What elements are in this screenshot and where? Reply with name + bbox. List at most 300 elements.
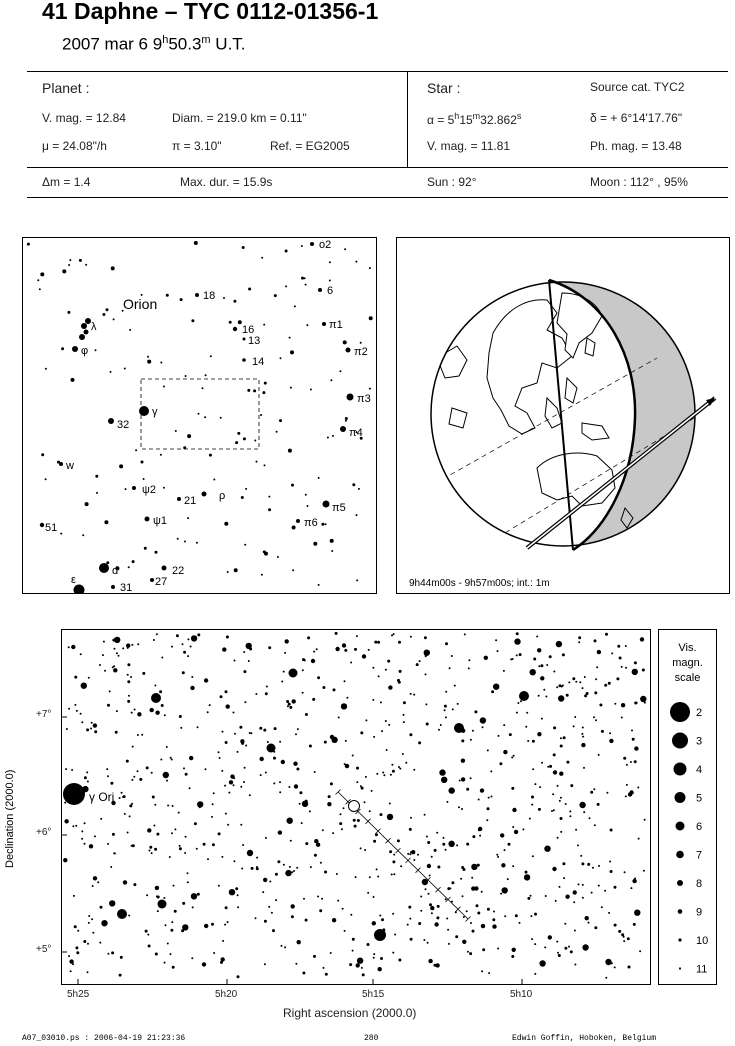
- field-star: [299, 791, 302, 794]
- field-star: [534, 783, 536, 785]
- field-star: [265, 772, 267, 774]
- field-star: [174, 828, 176, 830]
- field-star: [565, 803, 567, 805]
- field-star: [557, 952, 559, 954]
- field-star: [242, 246, 245, 249]
- field-star: [224, 785, 226, 787]
- field-star: [221, 770, 223, 772]
- field-star: [154, 685, 156, 687]
- field-star: [131, 644, 133, 646]
- field-star: [112, 833, 115, 836]
- footer-author: Edwin Goffin, Hoboken, Belgium: [512, 1034, 657, 1043]
- field-star: [237, 906, 239, 908]
- field-star: [470, 777, 472, 779]
- field-star: [101, 920, 107, 926]
- field-star: [385, 669, 387, 671]
- field-star: [553, 753, 556, 756]
- named-star-label: 51: [45, 522, 58, 534]
- field-star: [296, 867, 298, 869]
- field-star: [96, 492, 98, 494]
- field-star: [221, 856, 223, 858]
- field-star: [184, 852, 186, 854]
- field-star: [436, 832, 438, 834]
- field-star: [356, 579, 358, 581]
- named-star-6: [322, 322, 326, 326]
- named-star-label: w: [66, 460, 74, 472]
- field-star: [519, 922, 521, 924]
- field-star: [324, 741, 327, 744]
- field-star: [548, 935, 552, 939]
- field-star: [104, 670, 106, 672]
- field-star: [516, 712, 518, 714]
- star-heading: Star :: [427, 80, 461, 96]
- field-star: [619, 657, 622, 660]
- field-star: [350, 914, 352, 916]
- field-star: [329, 261, 331, 263]
- field-star: [155, 886, 159, 890]
- field-star: [139, 778, 142, 781]
- field-star: [265, 692, 268, 695]
- field-star: [614, 966, 616, 968]
- field-star: [184, 541, 186, 543]
- field-star: [376, 868, 378, 870]
- field-star: [243, 670, 246, 673]
- magscale-label-4: 4: [696, 764, 703, 776]
- field-star: [462, 940, 466, 944]
- field-star: [113, 318, 115, 320]
- named-star-label: ψ2: [142, 484, 156, 496]
- field-star: [212, 803, 214, 805]
- field-star: [342, 908, 344, 910]
- field-star: [64, 802, 66, 804]
- field-star: [428, 893, 430, 895]
- field-star: [61, 347, 64, 350]
- field-star: [40, 272, 44, 276]
- field-star: [397, 679, 400, 682]
- field-star: [373, 736, 375, 738]
- field-star: [191, 893, 197, 899]
- field-star: [146, 894, 148, 896]
- asteroid-path: [338, 792, 468, 919]
- field-star: [403, 721, 405, 723]
- field-star: [325, 973, 328, 976]
- field-star: [121, 792, 123, 794]
- field-star: [288, 449, 292, 453]
- field-star: [233, 860, 235, 862]
- field-star: [545, 895, 547, 897]
- field-star: [623, 940, 625, 942]
- field-star: [45, 368, 47, 370]
- field-star: [552, 793, 554, 795]
- field-star: [559, 800, 561, 802]
- asteroid-marker: [349, 801, 360, 812]
- field-star: [224, 924, 226, 926]
- field-star: [187, 638, 189, 640]
- field-star: [454, 685, 456, 687]
- field-star: [304, 277, 306, 279]
- field-star: [574, 930, 576, 932]
- field-star: [313, 955, 316, 958]
- field-star: [558, 695, 564, 701]
- header-mid-rule: [27, 167, 728, 168]
- field-star: [594, 926, 597, 929]
- field-star: [539, 786, 541, 788]
- field-star: [575, 829, 577, 831]
- field-star: [305, 800, 308, 803]
- field-star: [504, 849, 506, 851]
- field-star: [526, 712, 528, 714]
- field-star: [574, 964, 576, 966]
- field-star: [189, 787, 191, 789]
- field-star: [377, 641, 380, 644]
- field-star: [463, 916, 465, 918]
- field-star: [292, 699, 296, 703]
- field-star: [110, 782, 113, 785]
- field-star: [428, 959, 432, 963]
- field-star: [211, 816, 213, 818]
- field-star: [166, 294, 169, 297]
- named-star-label: ρ: [219, 490, 226, 502]
- field-star: [510, 658, 512, 660]
- field-star: [237, 894, 239, 896]
- field-star: [591, 892, 593, 894]
- field-star: [286, 700, 289, 703]
- field-star: [364, 801, 366, 803]
- field-star: [317, 896, 319, 898]
- field-star: [393, 873, 395, 875]
- field-star: [213, 479, 215, 481]
- field-star: [349, 963, 352, 966]
- field-star: [545, 696, 547, 698]
- field-star: [190, 646, 192, 648]
- field-star: [202, 387, 204, 389]
- field-star: [424, 653, 427, 656]
- field-star: [280, 357, 282, 359]
- named-stars: [40, 239, 371, 593]
- field-star: [129, 804, 132, 807]
- field-star: [388, 685, 392, 689]
- magscale-dot-8: [677, 880, 683, 886]
- field-star: [636, 702, 638, 704]
- field-star: [314, 839, 318, 843]
- field-star: [570, 784, 573, 787]
- field-star: [437, 905, 440, 908]
- field-star: [77, 930, 79, 932]
- magscale-rows: [670, 702, 708, 976]
- field-star: [344, 649, 347, 652]
- field-star: [643, 870, 645, 872]
- field-star: [500, 893, 502, 895]
- field-star: [82, 534, 84, 536]
- field-star: [249, 732, 251, 734]
- field-star: [378, 675, 380, 677]
- field-star: [330, 782, 333, 785]
- field-star: [118, 655, 120, 657]
- field-star: [143, 478, 145, 480]
- field-star: [381, 730, 383, 732]
- field-star: [205, 768, 207, 770]
- field-star: [274, 727, 277, 730]
- field-star: [259, 727, 262, 730]
- field-star: [544, 846, 550, 852]
- field-star: [378, 967, 382, 971]
- finder-field-stars: [27, 241, 373, 586]
- named-star-23: [162, 566, 167, 571]
- field-star: [336, 873, 338, 875]
- field-star: [426, 836, 428, 838]
- field-star: [310, 389, 312, 391]
- field-star: [624, 871, 626, 873]
- field-star: [187, 434, 191, 438]
- named-star-label: 32: [117, 419, 130, 431]
- field-star: [368, 649, 370, 651]
- field-star: [166, 780, 168, 782]
- field-star: [226, 704, 230, 708]
- field-star: [127, 700, 130, 703]
- field-star: [594, 824, 596, 826]
- field-star: [605, 959, 611, 965]
- field-star: [81, 830, 83, 832]
- field-star: [373, 840, 376, 843]
- field-star: [445, 642, 448, 645]
- field-star: [311, 659, 315, 663]
- field-star: [584, 676, 586, 678]
- field-star: [331, 737, 337, 743]
- field-star: [478, 799, 480, 801]
- field-star: [342, 643, 346, 647]
- field-star: [463, 868, 466, 871]
- field-star: [627, 937, 630, 940]
- magscale-dot-7: [676, 851, 684, 859]
- field-star: [390, 774, 392, 776]
- magscale-label-10: 10: [696, 935, 709, 947]
- field-star: [226, 636, 229, 639]
- field-star: [547, 766, 549, 768]
- field-star: [430, 906, 434, 910]
- field-star: [290, 350, 294, 354]
- field-star: [468, 667, 470, 669]
- field-star: [310, 866, 312, 868]
- field-star: [392, 860, 395, 863]
- field-star: [132, 844, 135, 847]
- field-star: [503, 724, 505, 726]
- field-star: [289, 669, 298, 678]
- field-star: [262, 891, 264, 893]
- field-star: [151, 852, 153, 854]
- field-star: [110, 866, 112, 868]
- field-star: [629, 790, 633, 794]
- detail-ylabel: Declination (2000.0): [4, 769, 16, 868]
- field-star: [457, 703, 459, 705]
- field-star: [332, 832, 334, 834]
- field-star: [88, 915, 90, 917]
- field-star: [323, 967, 325, 969]
- field-star: [309, 745, 312, 748]
- field-star: [625, 795, 627, 797]
- field-star: [434, 922, 438, 926]
- field-star: [581, 743, 585, 747]
- field-star: [219, 757, 221, 759]
- field-star: [413, 859, 415, 861]
- field-star: [233, 712, 235, 714]
- field-star: [599, 704, 602, 707]
- field-star: [577, 844, 579, 846]
- named-star-label: 18: [203, 290, 216, 302]
- field-star: [605, 977, 607, 979]
- field-star: [371, 790, 373, 792]
- magscale-label-5: 5: [696, 792, 703, 805]
- field-star: [155, 711, 159, 715]
- field-star: [604, 890, 606, 892]
- globe-surface: [397, 238, 729, 593]
- field-star: [72, 825, 74, 827]
- field-star: [218, 885, 220, 887]
- field-star: [605, 633, 608, 636]
- field-star: [160, 362, 162, 364]
- field-star: [447, 929, 449, 931]
- field-star: [601, 906, 603, 908]
- field-star: [150, 708, 154, 712]
- field-star: [405, 762, 407, 764]
- field-star: [251, 867, 254, 870]
- field-star: [147, 356, 149, 358]
- field-star: [245, 488, 247, 490]
- field-star: [228, 792, 230, 794]
- field-star: [553, 809, 555, 811]
- field-star: [512, 826, 514, 828]
- field-star: [361, 787, 364, 790]
- field-star: [91, 918, 93, 920]
- field-star: [269, 881, 271, 883]
- field-star: [179, 847, 182, 850]
- field-star: [375, 833, 378, 836]
- field-star: [173, 885, 175, 887]
- field-star: [435, 963, 439, 967]
- field-star: [303, 898, 305, 900]
- field-star: [321, 523, 324, 526]
- field-star: [377, 876, 379, 878]
- field-star: [325, 523, 327, 525]
- field-star: [312, 698, 315, 701]
- field-star: [204, 678, 208, 682]
- field-star: [131, 803, 133, 805]
- field-star: [85, 264, 87, 266]
- ytick-5: +5°: [36, 944, 52, 955]
- named-star-19: [323, 501, 330, 508]
- field-star: [154, 804, 156, 806]
- field-star: [255, 693, 257, 695]
- field-star: [609, 732, 611, 734]
- field-star: [179, 845, 181, 847]
- field-star: [261, 574, 263, 576]
- field-star: [458, 806, 460, 808]
- field-star: [227, 921, 229, 923]
- field-star: [329, 280, 331, 282]
- field-star: [440, 724, 442, 726]
- field-star: [480, 788, 484, 792]
- field-star: [394, 934, 396, 936]
- field-star: [400, 865, 402, 867]
- named-star-10: [81, 323, 87, 329]
- field-star: [106, 561, 109, 564]
- field-star: [233, 300, 236, 303]
- field-star: [318, 584, 320, 586]
- field-star: [84, 776, 87, 779]
- field-star: [332, 918, 336, 922]
- field-star: [97, 881, 99, 883]
- field-star: [383, 774, 385, 776]
- field-star: [290, 387, 292, 389]
- field-star: [343, 340, 347, 344]
- field-star: [466, 843, 469, 846]
- field-star: [204, 924, 208, 928]
- field-star: [202, 962, 206, 966]
- field-star: [293, 870, 295, 872]
- field-star: [254, 440, 256, 442]
- field-star: [546, 664, 548, 666]
- field-star: [171, 832, 173, 834]
- field-star: [556, 686, 558, 688]
- field-star: [275, 899, 277, 901]
- field-star: [305, 842, 308, 845]
- field-star: [264, 920, 267, 923]
- field-star: [427, 864, 431, 868]
- field-star: [597, 803, 600, 806]
- field-star: [187, 881, 189, 883]
- field-star: [291, 484, 294, 487]
- field-star: [425, 888, 427, 890]
- field-star: [88, 677, 90, 679]
- field-star: [590, 791, 593, 794]
- named-star-label: π3: [357, 393, 371, 405]
- field-star: [444, 705, 447, 708]
- field-star: [472, 730, 474, 732]
- field-star: [482, 726, 484, 728]
- field-star: [574, 716, 576, 718]
- field-star: [582, 944, 588, 950]
- field-star: [501, 863, 505, 867]
- field-star: [569, 810, 571, 812]
- field-star: [541, 718, 543, 720]
- field-star: [165, 924, 167, 926]
- field-star: [95, 349, 97, 351]
- field-star: [531, 796, 534, 799]
- field-star: [338, 717, 340, 719]
- field-star: [482, 948, 485, 951]
- field-star: [321, 898, 323, 900]
- xtick-5h15: 5h15: [362, 989, 385, 1000]
- globe-caption: 9h44m00s - 9h57m00s; int.: 1m: [409, 578, 550, 589]
- field-star: [625, 667, 627, 669]
- named-star-label: π2: [354, 346, 368, 358]
- field-star: [330, 379, 332, 381]
- star-vmag: V. mag. = 11.81: [427, 139, 511, 153]
- field-star: [246, 643, 252, 649]
- field-star: [360, 342, 362, 344]
- field-star: [261, 257, 263, 259]
- field-star: [543, 689, 545, 691]
- field-star: [107, 953, 109, 955]
- field-star: [279, 419, 282, 422]
- field-star: [499, 762, 502, 765]
- field-star: [393, 633, 395, 635]
- field-star: [632, 738, 635, 741]
- field-star: [498, 735, 500, 737]
- field-star: [132, 560, 135, 563]
- field-star: [470, 739, 472, 741]
- field-star: [167, 805, 169, 807]
- field-star: [614, 703, 616, 705]
